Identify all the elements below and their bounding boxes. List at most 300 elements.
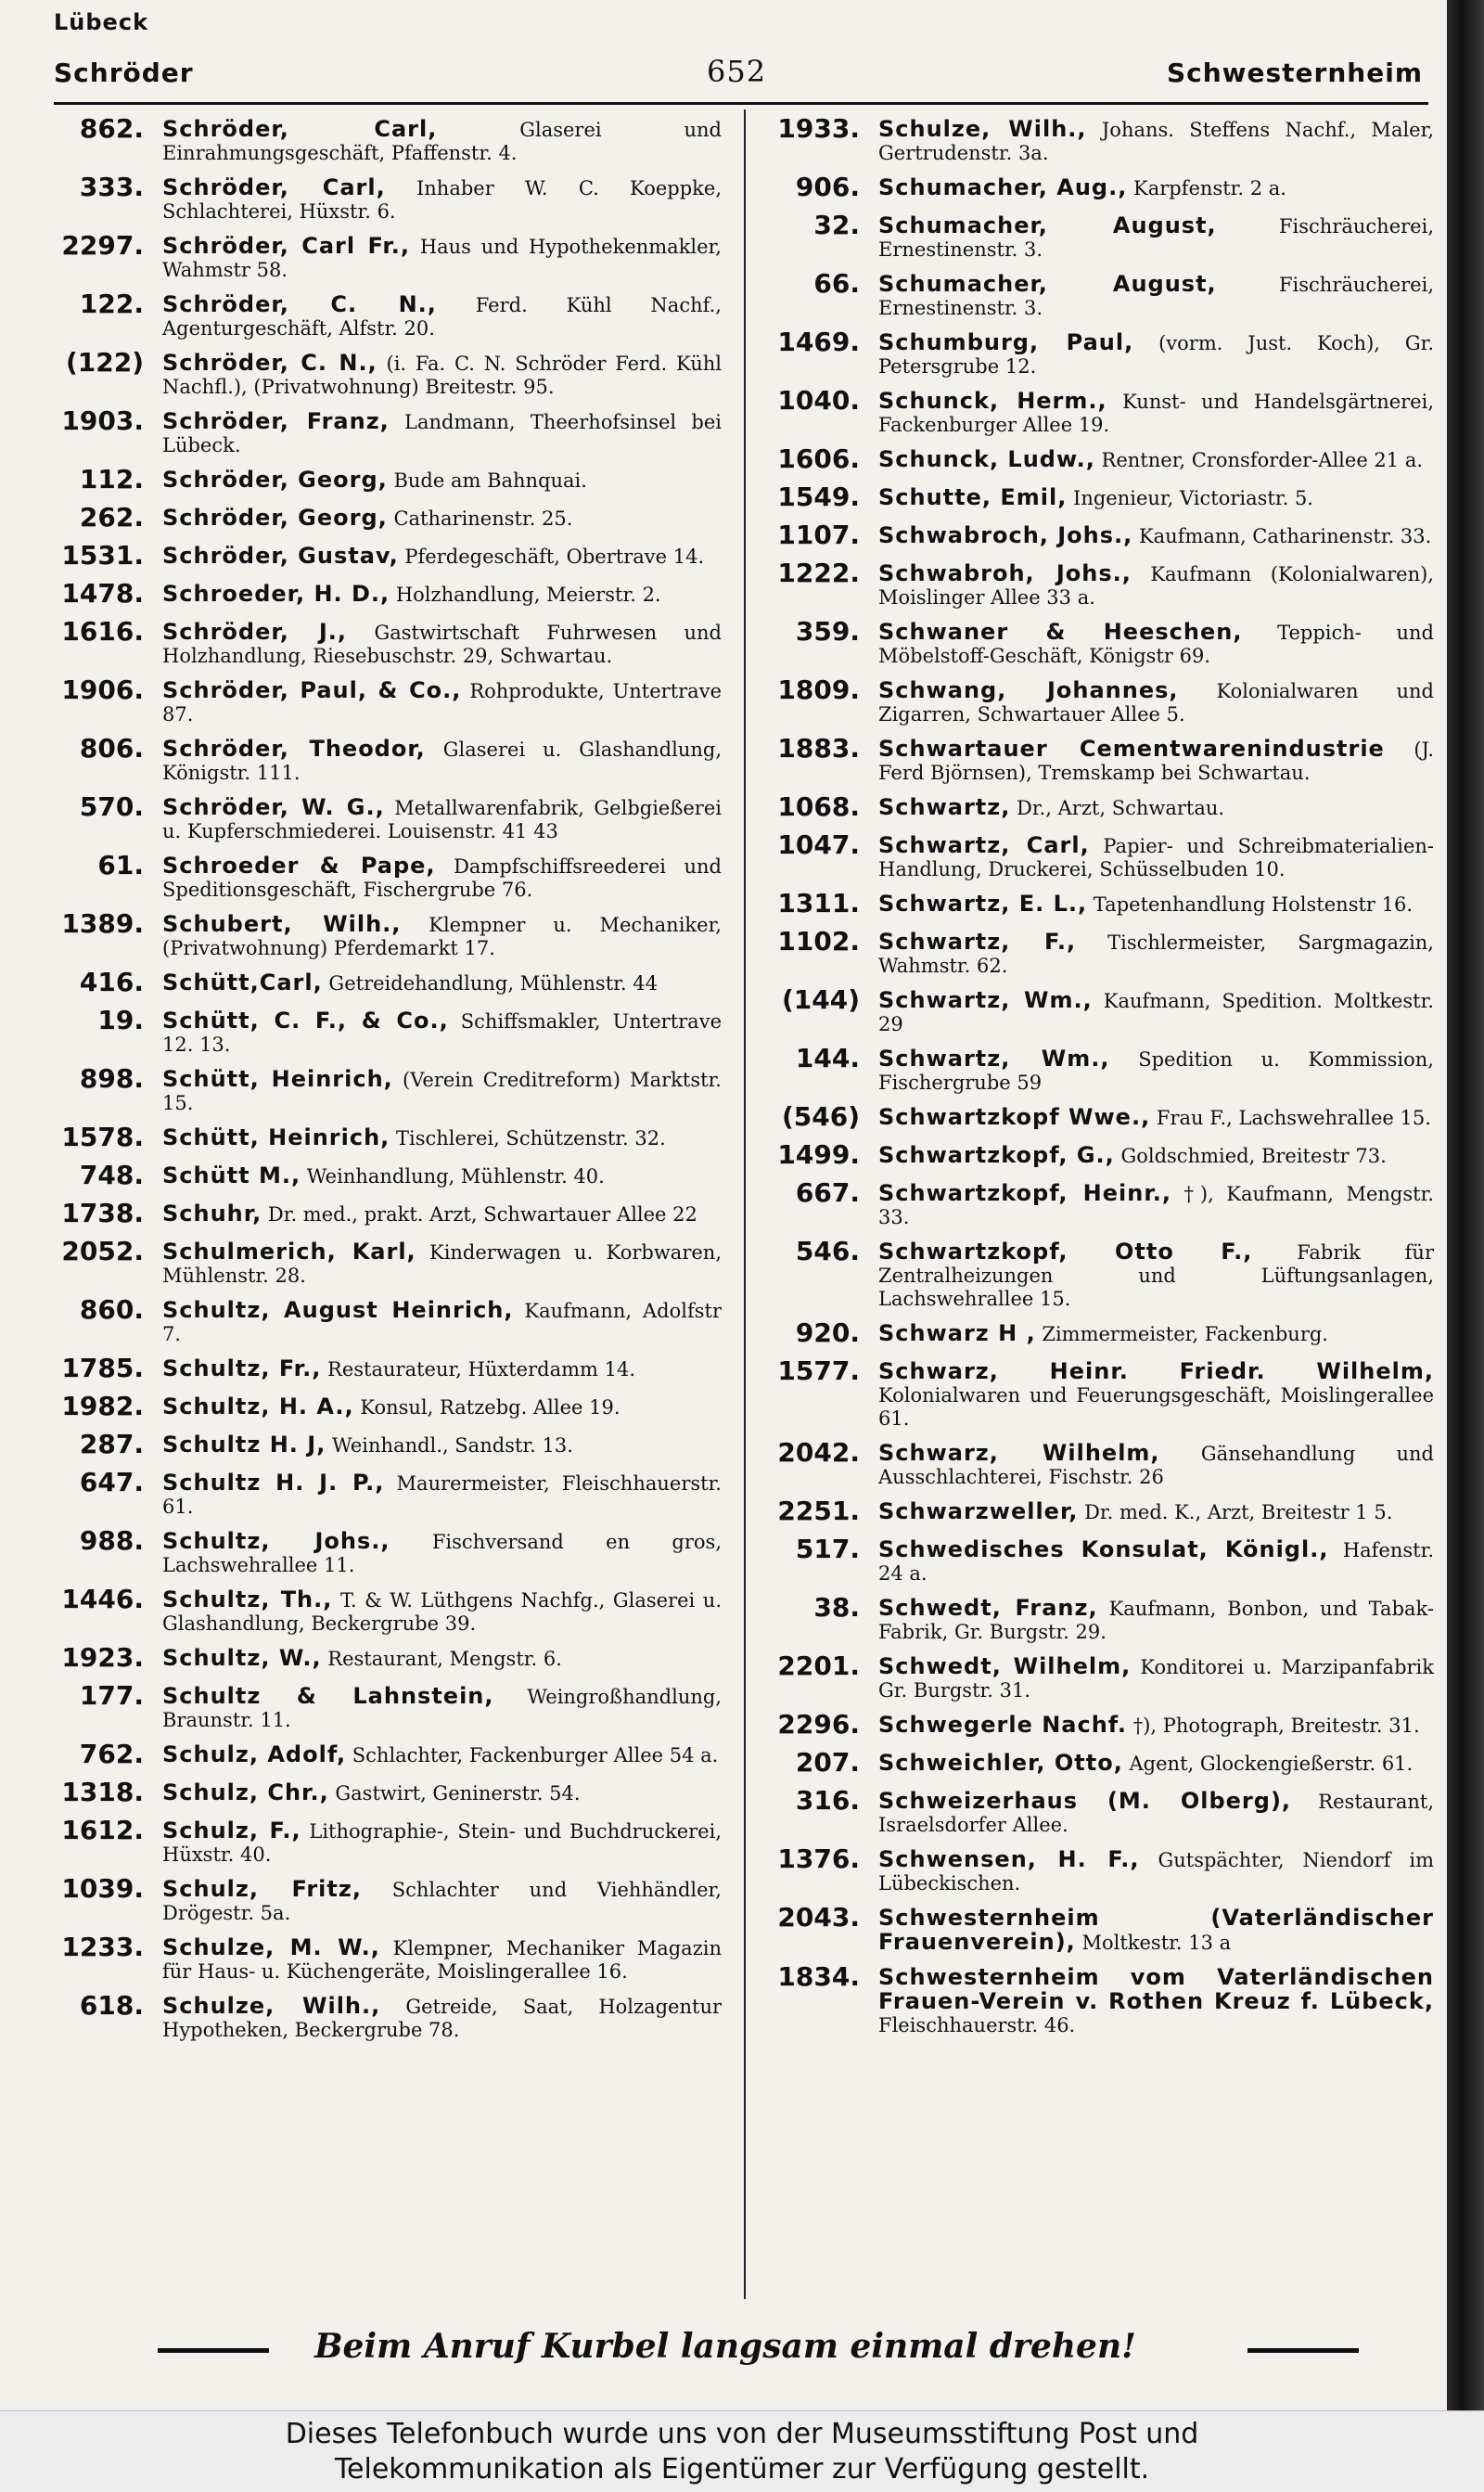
listing-entry: [37, 1429, 722, 1460]
phone-number: 1499.: [777, 1139, 860, 1170]
listing-body: [162, 1160, 722, 1188]
subscriber-details: Goldschmied, Breitestr 73.: [1120, 1145, 1387, 1167]
listing-body: [162, 578, 722, 607]
subscriber-details: Restaurant, Israelsdorfer Allee.: [878, 1791, 1434, 1836]
subscriber-name: Schröder, Georg,: [162, 467, 388, 493]
phone-number: 1478.: [61, 578, 144, 609]
subscriber-name: Schwartzkopf, G.,: [878, 1142, 1115, 1168]
listing-body: [162, 733, 722, 785]
subscriber-details: Klempner, Mechaniker Magazin für Haus- u. Küchengeräte, Moislingerallee 16.: [162, 1937, 723, 1983]
subscriber-name: Schwartz, F.,: [878, 929, 1077, 955]
listing-body: [162, 850, 722, 902]
listing-body: [878, 888, 1434, 917]
subscriber-details: Tischlermeister, Sargmagazin, Wahmstr. 62.: [878, 931, 1434, 977]
subscriber-details: Weinhandl., Sandstr. 13.: [332, 1434, 573, 1457]
listing-body: [878, 1496, 1434, 1524]
subscriber-details: Maurermeister, Fleischhauerstr. 61.: [162, 1472, 722, 1518]
subscriber-details: Restaurateur, Hüxterdamm 14.: [327, 1358, 636, 1381]
listing-entry: [37, 1777, 722, 1808]
subscriber-details: (J. Ferd Björnsen), Tremskamp bei Schwartau.: [878, 739, 1434, 784]
listing-entry: [37, 540, 722, 572]
listing-entry: [37, 1990, 722, 2042]
listing-entry: [37, 1391, 722, 1422]
subscriber-details: Kaufmann, Catharinenstr. 33.: [1138, 525, 1432, 547]
subscriber-name: Schultz H. J,: [162, 1432, 326, 1458]
listing-body: [878, 1534, 1434, 1586]
subscriber-details: Schlachter, Fackenburger Allee 54 a.: [352, 1744, 719, 1766]
listing-entry: [37, 908, 722, 960]
phone-number: 416.: [79, 967, 144, 997]
subscriber-details: Kunst- und Handelsgärtnerei, Fackenburger Allee 19.: [878, 391, 1434, 436]
subscriber-name: Schultz H. J. P.,: [162, 1470, 385, 1496]
phone-number: 207.: [795, 1747, 860, 1778]
subscriber-name: Schwarz, Heinr. Friedr. Wilhelm,: [878, 1358, 1434, 1384]
listing-body: [162, 1873, 722, 1925]
listing-entry: [753, 210, 1434, 262]
listing-body: [162, 1122, 722, 1150]
listing-body: [162, 1990, 722, 2042]
phone-number: 1068.: [777, 791, 860, 822]
subscriber-name: Schütt, Heinrich,: [162, 1066, 393, 1092]
subscriber-name: Schwabroch, Johs.,: [878, 522, 1133, 548]
listing-entry: [37, 967, 722, 998]
subscriber-name: Schwarz, Wilhelm,: [878, 1440, 1160, 1466]
subscriber-name: Schütt,Carl,: [162, 970, 323, 996]
subscriber-details: Johans. Steffens Nachf., Maler, Gertrudenstr. 3a.: [878, 119, 1435, 164]
listing-entry: [753, 791, 1434, 823]
subscriber-details: Fischversand en gros, Lachswehrallee 11.: [162, 1531, 722, 1576]
subscriber-details: Haus und Hypothekenmakler, Wahmstr 58.: [162, 236, 722, 281]
phone-number: 1883.: [777, 733, 860, 764]
listing-entry: [753, 327, 1434, 379]
phone-number: 1578.: [61, 1122, 144, 1152]
subscriber-name: Schultz, H. A.,: [162, 1394, 354, 1419]
phone-number: 1233.: [61, 1932, 144, 1962]
listing-entry: [753, 1592, 1434, 1644]
subscriber-name: Schulz, Chr.,: [162, 1779, 329, 1805]
listing-entry: [37, 733, 722, 785]
listing-body: [878, 1317, 1434, 1346]
phone-number: 144.: [795, 1043, 860, 1073]
phone-number: 1469.: [777, 327, 860, 357]
subscriber-name: Schumacher, Aug.,: [878, 174, 1128, 200]
listing-entry: [753, 1534, 1434, 1586]
subscriber-name: Schröder, Theodor,: [162, 736, 426, 762]
listing-entry: [753, 674, 1434, 726]
listing-body: [162, 1932, 722, 1984]
listing-body: [878, 674, 1434, 726]
subscriber-details: Metallwarenfabrik, Gelbgießerei u. Kupferschmiederei. Louisenstr. 41 43: [162, 797, 722, 842]
listing-entry: [753, 829, 1434, 881]
phone-number: (144): [781, 984, 860, 1015]
listing-entry: [37, 113, 722, 165]
phone-number: 19.: [97, 1005, 144, 1035]
listing-entry: [753, 733, 1434, 785]
city-heading: Lübeck: [54, 9, 149, 35]
right-keyword: Schwesternheim: [1166, 58, 1423, 88]
listing-body: [162, 1353, 722, 1381]
subscriber-name: Schwedisches Konsulat, Königl.,: [878, 1536, 1329, 1562]
listing-entry: [753, 984, 1434, 1036]
phone-number: 1903.: [61, 405, 144, 436]
listing-entry: [753, 888, 1434, 919]
subscriber-details: Kaufmann, Spedition. Moltkestr. 29: [878, 990, 1434, 1035]
header-rule: [54, 102, 1428, 105]
subscriber-details: Weingroßhandlung, Braunstr. 11.: [162, 1686, 722, 1731]
phone-number: 38.: [813, 1592, 860, 1623]
subscriber-name: Schwartzkopf, Heinr.,: [878, 1180, 1172, 1206]
phone-number: 66.: [813, 268, 860, 299]
subscriber-name: Schwedt, Wilhelm,: [878, 1653, 1132, 1679]
subscriber-name: Schütt, C. F., & Co.,: [162, 1008, 449, 1034]
subscriber-name: Schwensen, H. F.,: [878, 1846, 1140, 1872]
subscriber-name: Schulze, Wilh.,: [162, 1993, 381, 2019]
listing-entry: [753, 385, 1434, 437]
listing-entry: [753, 1843, 1434, 1895]
phone-number: 517.: [795, 1534, 860, 1564]
listing-body: [162, 791, 722, 843]
subscriber-name: Schultz, August Heinrich,: [162, 1297, 514, 1323]
listing-entry: [37, 616, 722, 668]
phone-number: 359.: [795, 616, 860, 647]
listing-entry: [753, 1747, 1434, 1779]
subscriber-name: Schumacher, August,: [878, 271, 1217, 297]
subscriber-details: Landmann, Theerhofsinsel bei Lübeck.: [162, 411, 722, 456]
phone-number: 2043.: [777, 1902, 860, 1933]
subscriber-name: Schröder, W. G.,: [162, 794, 385, 820]
listing-body: [162, 172, 722, 224]
listing-body: [162, 113, 722, 165]
listing-body: [878, 1843, 1434, 1895]
phone-number: 988.: [79, 1525, 144, 1556]
listing-body: [878, 327, 1434, 379]
subscriber-name: Schwegerle Nachf.: [878, 1712, 1128, 1738]
phone-number: 1785.: [61, 1353, 144, 1383]
subscriber-details: Schiffsmakler, Untertrave 12. 13.: [162, 1010, 722, 1056]
phone-number: 1923.: [61, 1642, 144, 1673]
listing-entry: [37, 1815, 722, 1867]
subscriber-details: Konditorei u. Marzipanfabrik Gr. Burgstr. 31.: [878, 1656, 1434, 1702]
listing-body: [162, 464, 722, 493]
subscriber-details: Pferdegeschäft, Obertrave 14.: [404, 546, 705, 568]
listing-body: [878, 1236, 1434, 1311]
listing-entry: [753, 1177, 1434, 1229]
subscriber-details: Dr. med., prakt. Arzt, Schwartauer Allee 22: [267, 1203, 697, 1226]
subscriber-name: Schütt M.,: [162, 1163, 301, 1188]
subscriber-details: Teppich- und Möbelstoff-Geschäft, Königstr 69.: [878, 622, 1434, 667]
listing-entry: [753, 520, 1434, 551]
subscriber-details: Kolonialwaren und Feuerungsgeschäft, Moislingerallee 61.: [878, 1384, 1434, 1430]
phone-number: 1318.: [61, 1777, 144, 1807]
phone-number: 920.: [795, 1317, 860, 1348]
listing-body: [878, 1961, 1434, 2037]
listing-body: [162, 540, 722, 569]
listing-body: [162, 405, 722, 457]
listing-entry: [753, 113, 1434, 165]
phone-number: 762.: [79, 1739, 144, 1769]
subscriber-name: Schulmerich, Karl,: [162, 1239, 416, 1265]
listing-entry: [37, 347, 722, 399]
listing-body: [878, 1592, 1434, 1644]
listing-entry: [37, 502, 722, 533]
listing-entry: [37, 1739, 722, 1770]
listing-entry: [37, 1642, 722, 1674]
listing-entry: [37, 791, 722, 843]
phone-number: 1222.: [777, 558, 860, 588]
subscriber-details: Dampfschiffsreederei und Speditionsgeschäft, Fischergrube 76.: [162, 855, 722, 901]
listing-body: [162, 230, 722, 282]
listing-entry: [753, 1651, 1434, 1702]
listing-body: [878, 172, 1434, 200]
listing-entry: [753, 558, 1434, 610]
phone-number: 333.: [79, 172, 144, 202]
listing-entry: [37, 230, 722, 282]
listing-entry: [753, 1496, 1434, 1527]
listing-entry: [37, 1467, 722, 1519]
phone-number: 1531.: [61, 540, 144, 571]
banner-line-1: Dieses Telefonbuch wurde uns von der Museumsstiftung Post und: [285, 2418, 1199, 2450]
listing-entry: [37, 464, 722, 495]
phone-number: 1606.: [777, 443, 860, 474]
subscriber-name: Schunck, Herm.,: [878, 388, 1107, 414]
subscriber-details: Gänsehandlung und Ausschlachterei, Fischstr. 26: [878, 1443, 1434, 1488]
listing-body: [878, 1747, 1434, 1776]
page-number: 652: [707, 54, 767, 89]
phone-number: 2201.: [777, 1651, 860, 1681]
subscriber-name: Schwedt, Franz,: [878, 1595, 1098, 1621]
listing-body: [878, 1437, 1434, 1489]
listing-entry: [753, 443, 1434, 475]
listing-body: [878, 1709, 1434, 1738]
listing-body: [162, 1391, 722, 1419]
scan-edge: [1447, 0, 1484, 2410]
listing-body: [162, 1680, 722, 1732]
phone-number: 1107.: [777, 520, 860, 550]
subscriber-name: Schultz, W.,: [162, 1645, 322, 1671]
phone-number: 1577.: [777, 1355, 860, 1386]
listing-body: [878, 829, 1434, 881]
subscriber-details: Lithographie-, Stein- und Buchdruckerei, Hüxstr. 40.: [162, 1820, 722, 1866]
listing-body: [878, 443, 1434, 472]
listing-body: [878, 1902, 1434, 1955]
listing-entry: [753, 482, 1434, 513]
subscriber-details: (i. Fa. C. N. Schröder Ferd. Kühl Nachfl.), (Privatwohnung) Breitestr. 95.: [162, 353, 722, 398]
phone-number: 1311.: [777, 888, 860, 918]
phone-number: 570.: [79, 791, 144, 822]
subscriber-details: Glaserei und Einrahmungsgeschäft, Pfaffenstr. 4.: [162, 119, 722, 164]
listing-body: [878, 1043, 1434, 1095]
subscriber-details: Tapetenhandlung Holstenstr 16.: [1093, 893, 1414, 916]
listing-body: [162, 674, 722, 726]
subscriber-name: Schultz & Lahnstein,: [162, 1683, 494, 1709]
listing-body: [162, 616, 722, 668]
subscriber-name: Schröder, Gustav,: [162, 543, 399, 569]
phone-number: 906.: [795, 172, 860, 202]
listing-entry: [753, 1139, 1434, 1171]
listing-body: [878, 1139, 1434, 1168]
left-keyword: Schröder: [54, 58, 194, 88]
column-divider: [744, 109, 746, 2299]
subscriber-details: Inhaber W. C. Koeppke, Schlachterei, Hüxstr. 6.: [162, 177, 722, 223]
subscriber-details: Dr., Arzt, Schwartau.: [1017, 797, 1225, 819]
subscriber-name: Schwartzkopf, Otto F.,: [878, 1239, 1253, 1265]
listing-entry: [37, 1353, 722, 1384]
subscriber-name: Schwartz, Carl,: [878, 832, 1090, 858]
listing-body: [162, 1777, 722, 1805]
listing-entry: [37, 1680, 722, 1732]
phone-number: 316.: [795, 1785, 860, 1816]
listing-body: [162, 1429, 722, 1458]
listing-entry: [37, 1873, 722, 1925]
subscriber-name: Schwartz, E. L.,: [878, 891, 1088, 917]
listing-entry: [37, 1198, 722, 1229]
phone-number: 122.: [79, 289, 144, 319]
subscriber-details: (Verein Creditreform) Marktstr. 15.: [162, 1069, 722, 1114]
subscriber-name: Schroeder & Pape,: [162, 853, 436, 879]
subscriber-name: Schumacher, August,: [878, 212, 1217, 238]
listing-body: [878, 1177, 1434, 1229]
subscriber-name: Schwang, Johannes,: [878, 677, 1179, 703]
listing-entry: [753, 1101, 1434, 1133]
listing-body: [162, 502, 722, 531]
subscriber-details: Klempner u. Mechaniker, (Privatwohnung) Pferdemarkt 17.: [162, 914, 722, 959]
subscriber-details: (vorm. Just. Koch), Gr. Petersgrube 12.: [878, 332, 1435, 378]
subscriber-details: Ferd. Kühl Nachf., Agenturgeschäft, Alfstr. 20.: [162, 294, 722, 340]
listing-body: [162, 1236, 722, 1288]
subscriber-name: Schwartz, Wm.,: [878, 1046, 1110, 1072]
subscriber-details: Gastwirt, Geninerstr. 54.: [335, 1782, 581, 1805]
subscriber-details: Ingenieur, Victoriastr. 5.: [1073, 487, 1313, 509]
banner-line-2: Telekommunikation als Eigentümer zur Verfügung gestellt.: [334, 2453, 1150, 2486]
phone-number: 806.: [79, 733, 144, 764]
subscriber-details: †), Kaufmann, Mengstr. 33.: [878, 1183, 1435, 1228]
listing-entry: [753, 1902, 1434, 1955]
listing-entry: [37, 405, 722, 457]
subscriber-details: Moltkestr. 13 a: [1081, 1932, 1232, 1954]
subscriber-name: Schroeder, H. D.,: [162, 581, 390, 607]
phone-number: 2052.: [61, 1236, 144, 1266]
listing-entry: [37, 1160, 722, 1191]
phone-number: 667.: [795, 1177, 860, 1208]
phone-number: 748.: [79, 1160, 144, 1190]
subscriber-name: Schultz, Fr.,: [162, 1355, 322, 1381]
subscriber-details: Spedition u. Kommission, Fischergrube 59: [878, 1048, 1434, 1094]
footer-dash-right: [1247, 2348, 1359, 2353]
subscriber-name: Schumburg, Paul,: [878, 329, 1134, 355]
subscriber-name: Schröder, C. N.,: [162, 291, 437, 317]
subscriber-details: Fischräucherei, Ernestinenstr. 3.: [878, 274, 1434, 319]
phone-number: 61.: [97, 850, 144, 880]
subscriber-details: Weinhandlung, Mühlenstr. 40.: [306, 1165, 605, 1188]
footer-notice: Beim Anruf Kurbel langsam einmal drehen!: [314, 2327, 1136, 2366]
subscriber-name: Schulz, Fritz,: [162, 1876, 362, 1902]
subscriber-name: Schwartauer Cementwarenindustrie: [878, 736, 1385, 762]
listing-body: [162, 1739, 722, 1767]
listing-entry: [753, 1043, 1434, 1095]
listing-entry: [37, 1122, 722, 1153]
subscriber-details: Gutspächter, Niendorf im Lübeckischen.: [878, 1849, 1434, 1895]
phone-number: (122): [65, 347, 144, 378]
subscriber-details: Rohprodukte, Untertrave 87.: [162, 680, 722, 726]
subscriber-name: Schubert, Wilh.,: [162, 911, 402, 937]
phone-number: 1039.: [61, 1873, 144, 1904]
listing-entry: [37, 850, 722, 902]
phone-number: 1446.: [61, 1584, 144, 1614]
subscriber-details: Kaufmann, Bonbon, und Tabak-Fabrik, Gr. Burgstr. 29.: [878, 1598, 1434, 1643]
phone-number: 262.: [79, 502, 144, 533]
listing-body: [878, 210, 1434, 262]
listing-body: [162, 1467, 722, 1519]
listing-body: [878, 984, 1434, 1036]
listing-entry: [753, 616, 1434, 668]
subscriber-details: Kinderwagen u. Korbwaren, Mühlenstr. 28.: [162, 1241, 722, 1287]
phone-number: 1809.: [777, 674, 860, 705]
subscriber-name: Schultz, Johs.,: [162, 1528, 390, 1554]
subscriber-name: Schweichler, Otto,: [878, 1750, 1123, 1776]
left-column: [37, 113, 722, 2049]
subscriber-name: Schultz, Th.,: [162, 1586, 333, 1612]
listing-body: [162, 908, 722, 960]
phone-number: 1834.: [777, 1961, 860, 1992]
subscriber-details: Dr. med. K., Arzt, Breitestr 1 5.: [1084, 1501, 1393, 1523]
subscriber-details: Getreide, Saat, Holzagentur Hypotheken, Beckergrube 78.: [162, 1996, 723, 2041]
subscriber-name: Schulz, F.,: [162, 1818, 301, 1843]
subscriber-details: Karpfenstr. 2 a.: [1133, 177, 1286, 199]
phone-number: 177.: [79, 1680, 144, 1711]
listing-body: [162, 1063, 722, 1115]
listing-entry: [37, 1525, 722, 1577]
phone-number: 32.: [813, 210, 860, 240]
subscriber-details: Fleischhauerstr. 46.: [878, 2014, 1076, 2036]
listing-entry: [37, 674, 722, 726]
subscriber-name: Schröder, Franz,: [162, 408, 390, 434]
listing-entry: [753, 1355, 1434, 1431]
listing-body: [162, 1815, 722, 1867]
subscriber-details: Rentner, Cronsforder-Allee 21 a.: [1101, 449, 1424, 471]
subscriber-name: Schröder, Georg,: [162, 505, 388, 531]
subscriber-details: Kaufmann (Kolonialwaren), Moislinger Allee 33 a.: [878, 563, 1434, 609]
listing-body: [162, 289, 722, 340]
subscriber-details: Zimmermeister, Fackenburg.: [1042, 1323, 1328, 1345]
subscriber-name: Schulze, M. W.,: [162, 1934, 380, 1960]
subscriber-details: Tischlerei, Schützenstr. 32.: [395, 1127, 666, 1150]
phone-number: 647.: [79, 1467, 144, 1497]
phone-number: 2297.: [61, 230, 144, 261]
phone-number: 1376.: [777, 1843, 860, 1874]
listing-body: [162, 1005, 722, 1057]
phone-number: 1738.: [61, 1198, 144, 1228]
phone-number: 1982.: [61, 1391, 144, 1421]
subscriber-details: Fischräucherei, Ernestinenstr. 3.: [878, 215, 1434, 261]
subscriber-details: Frau F., Lachswehrallee 15.: [1156, 1107, 1431, 1129]
subscriber-details: Hafenstr. 24 a.: [878, 1539, 1434, 1585]
subscriber-name: Schwarzweller,: [878, 1498, 1079, 1524]
listing-body: [162, 1294, 722, 1346]
subscriber-details: Glaserei u. Glashandlung, Königstr. 111.: [162, 739, 722, 784]
phone-number: 898.: [79, 1063, 144, 1094]
phone-number: 112.: [79, 464, 144, 495]
listing-body: [162, 1642, 722, 1671]
listing-entry: [37, 1005, 722, 1057]
right-column: [753, 113, 1434, 2044]
phone-number: 2042.: [777, 1437, 860, 1468]
phone-number: 618.: [79, 1990, 144, 2021]
phone-number: 2296.: [777, 1709, 860, 1740]
subscriber-details: Kaufmann, Adolfstr 7.: [162, 1300, 722, 1345]
listing-body: [878, 616, 1434, 668]
phone-number: 1933.: [777, 113, 860, 144]
listing-entry: [753, 1236, 1434, 1311]
